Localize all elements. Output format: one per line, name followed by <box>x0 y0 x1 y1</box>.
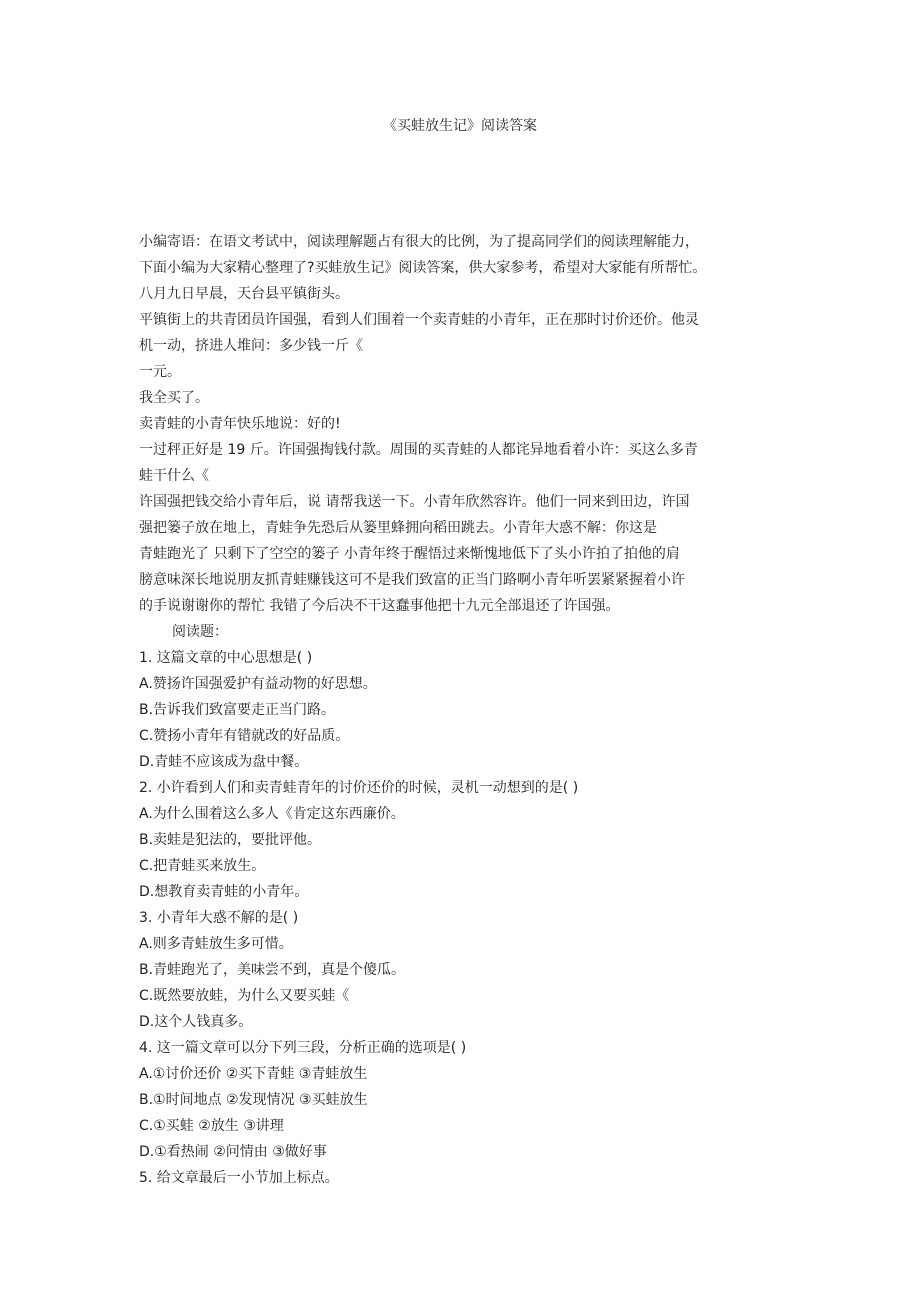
document-title: 《买蛙放生记》阅读答案 <box>383 118 537 134</box>
story-line: 的手说谢谢你的帮忙 我错了今后决不干这蠢事他把十九元全部退还了许国强。 <box>139 598 620 614</box>
story-line: 许国强把钱交给小青年后，说 请帮我送一下。小青年欣然容许。他们一同来到田边，许国 <box>139 494 690 510</box>
story-line: 蛙干什么《 <box>139 468 209 484</box>
story-line: 卖青蛙的小青年快乐地说：好的! <box>139 416 341 432</box>
question-2-option-b: B.卖蛙是犯法的，要批评他。 <box>139 832 322 848</box>
question-3-option-b: B.青蛙跑光了，美味尝不到，真是个傻瓜。 <box>139 962 406 978</box>
intro-line: 小编寄语：在语文考试中，阅读理解题占有很大的比例，为了提高同学们的阅读理解能力， <box>139 234 699 250</box>
question-3-option-c: C.既然要放蛙，为什么又要买蛙《 <box>139 988 350 1004</box>
question-2-option-a: A.为什么围着这么多人《肯定这东西廉价。 <box>139 806 405 822</box>
story-line: 平镇街上的共青团员许国强，看到人们围着一个卖青蛙的小青年，正在那时讨价还价。他灵 <box>139 312 699 328</box>
questions-heading: 阅读题： <box>172 624 228 640</box>
document-body <box>139 229 795 1191</box>
story-line: 八月九日早晨，天台县平镇街头。 <box>139 286 349 302</box>
question-4: 4. 这一篇文章可以分下列三段，分析正确的选项是( ) <box>139 1040 467 1056</box>
question-3-option-d: D.这个人钱真多。 <box>139 1014 253 1030</box>
intro-line: 下面小编为大家精心整理了?买蛙放生记》阅读答案，供大家参考，希望对大家能有所帮忙。 <box>139 260 707 276</box>
story-line: 青蛙跑光了 只剩下了空空的篓子 小青年终于醒悟过来惭愧地低下了头小许拍了拍他的肩 <box>139 546 680 562</box>
question-2-option-d: D.想教育卖青蛙的小青年。 <box>139 884 309 900</box>
question-1-option-b: B.告诉我们致富要走正当门路。 <box>139 702 336 718</box>
question-3-option-a: A.则多青蛙放生多可惜。 <box>139 936 293 952</box>
question-1: 1. 这篇文章的中心思想是( ) <box>139 650 313 666</box>
question-3: 3. 小青年大惑不解的是( ) <box>139 910 299 926</box>
question-4-option-a: A.①讨价还价 ②买下青蛙 ③青蛙放生 <box>139 1066 368 1082</box>
story-line: 一元。 <box>139 364 181 380</box>
question-1-option-a: A.赞扬许国强爱护有益动物的好思想。 <box>139 676 377 692</box>
question-4-option-b: B.①时间地点 ②发现情况 ③买蛙放生 <box>139 1092 368 1108</box>
question-2: 2. 小许看到人们和卖青蛙青年的讨价还价的时候，灵机一动想到的是( ) <box>139 780 579 796</box>
story-line: 膀意味深长地说朋友抓青蛙赚钱这可不是我们致富的正当门路啊小青年听罢紧紧握着小许 <box>139 572 685 588</box>
story-line: 我全买了。 <box>139 390 209 406</box>
story-line: 机一动，挤进人堆问：多少钱一斤《 <box>139 338 363 354</box>
question-1-option-c: C.赞扬小青年有错就改的好品质。 <box>139 728 350 744</box>
story-line: 一过秤正好是 19 斤。许国强掏钱付款。周围的买青蛙的人都诧异地看着小许：买这么多青 <box>139 442 698 458</box>
question-4-option-d: D.①看热闹 ②问情由 ③做好事 <box>139 1144 327 1160</box>
question-2-option-c: C.把青蛙买来放生。 <box>139 858 266 874</box>
story-line: 强把篓子放在地上，青蛙争先恐后从篓里蜂拥向稻田跳去。小青年大惑不解：你这是 <box>139 520 657 536</box>
question-1-option-d: D.青蛙不应该成为盘中餐。 <box>139 754 309 770</box>
question-5: 5. 给文章最后一小节加上标点。 <box>139 1170 339 1186</box>
question-4-option-c: C.①买蛙 ②放生 ③讲理 <box>139 1118 284 1134</box>
